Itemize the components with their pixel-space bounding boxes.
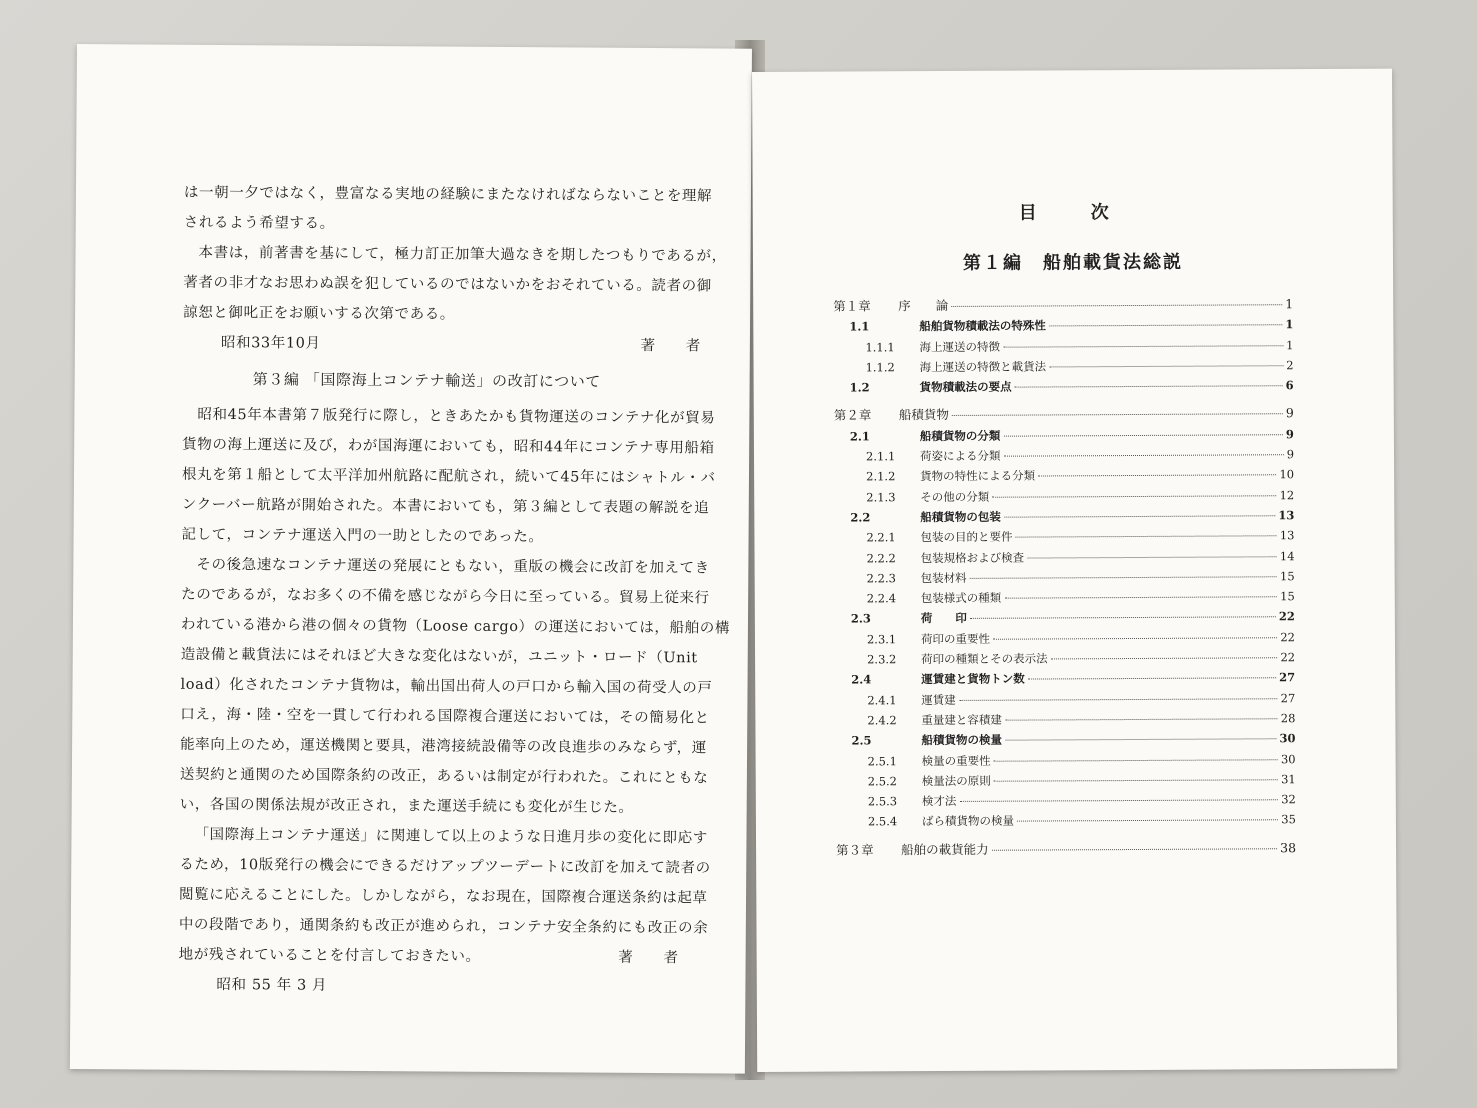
toc-leader bbox=[994, 759, 1278, 761]
toc-page: 15 bbox=[1279, 569, 1295, 584]
toc-entry bbox=[835, 566, 1295, 589]
toc-page: 30 bbox=[1279, 731, 1296, 746]
toc-title-text: 船積貨物 bbox=[898, 407, 949, 423]
text-line: 著者の非才なお思わぬ誤を犯しているのではないかをおそれている。読者の御 bbox=[183, 274, 712, 295]
text-line: われている港から港の個々の貨物（Loose cargo）の運送においては，船舶の構 bbox=[180, 616, 731, 637]
text-line: load）化されたコンテナ貨物は，輸出国出荷人の戸口から輸入国の荷受人の戸 bbox=[180, 676, 713, 697]
toc-number: 2.4.2 bbox=[867, 713, 897, 728]
toc-entry bbox=[835, 688, 1295, 711]
toc-number: 2.5.4 bbox=[867, 814, 898, 829]
toc-title-text: 貨物積載法の要点 bbox=[919, 379, 1012, 395]
toc-page: 1 bbox=[1286, 337, 1294, 352]
toc-leader bbox=[970, 617, 1276, 620]
toc-title-text: 海上運送の特徴 bbox=[919, 339, 1000, 354]
toc-entry bbox=[834, 546, 1294, 569]
toc-entry bbox=[834, 424, 1294, 447]
toc-entry bbox=[835, 607, 1295, 630]
toc-leader bbox=[1005, 718, 1278, 720]
toc-leader bbox=[959, 799, 1278, 802]
text-line: 送契約と通関のため国際条約の改正，あるいは制定が行われた。これにともな bbox=[179, 766, 709, 787]
toc-title-text: 包装様式の種類 bbox=[920, 590, 1002, 606]
text-line: 貨物の海上運送に及び，わが国海運においても，昭和44年にコンテナ専用船箱 bbox=[182, 436, 715, 457]
toc-title-text: 船舶の載貨能力 bbox=[901, 841, 989, 857]
revision-author: 著 者 bbox=[618, 949, 679, 967]
toc-title-text: 荷印の種類とその表示法 bbox=[921, 651, 1048, 667]
toc-entry bbox=[834, 525, 1294, 548]
text-line: 中の段階であり，通関条約も改正が進められ，コンテナ安全条約にも改正の余 bbox=[178, 916, 709, 937]
revision-date: 昭和 55 年 3 月 bbox=[216, 976, 328, 994]
toc-title-text: 海上運送の特徴と載貨法 bbox=[919, 359, 1047, 375]
text-line: 閲覧に応えることにした。しかしながら，なお現在，国際複合運送条約は起草 bbox=[179, 886, 708, 907]
toc-leader bbox=[1051, 657, 1278, 659]
toc-number: 2.5 bbox=[851, 733, 872, 748]
toc-leader bbox=[1017, 820, 1278, 822]
toc-number: 2.2.1 bbox=[866, 530, 896, 545]
toc-title-text: 検量法の原則 bbox=[921, 773, 991, 788]
text-line: 諒恕と御叱正をお願いする次第である。 bbox=[183, 304, 455, 323]
toc-entry bbox=[834, 404, 1294, 427]
toc-leader bbox=[1049, 325, 1282, 327]
toc-page: 1 bbox=[1285, 296, 1294, 312]
toc-leader bbox=[1027, 556, 1277, 558]
toc-number: 2.5.3 bbox=[867, 794, 898, 809]
preface-text bbox=[178, 178, 731, 1004]
toc-title-text: 検才法 bbox=[921, 794, 957, 809]
toc-entry bbox=[833, 294, 1293, 317]
toc-number: 2.3.2 bbox=[867, 652, 897, 667]
text-line: 根丸を第１船として太平洋加州航路に配航され，続いて45年にはシャトル・バ bbox=[181, 466, 716, 487]
toc-page: 14 bbox=[1279, 548, 1295, 563]
toc-page: 22 bbox=[1280, 650, 1296, 665]
text-line: 「国際海上コンテナ運送」に関連して以上のような日進月歩の変化に即応す bbox=[194, 826, 708, 847]
toc-number: 1.1 bbox=[849, 319, 870, 334]
toc-page: 10 bbox=[1279, 467, 1295, 482]
toc-number: 1.1.2 bbox=[865, 360, 895, 375]
toc-leader bbox=[1028, 678, 1276, 680]
toc-number: 2.1.2 bbox=[866, 469, 896, 484]
preface-date: 昭和33年10月 bbox=[220, 335, 321, 352]
toc-number: 1.2 bbox=[849, 380, 870, 395]
toc-page: 12 bbox=[1279, 487, 1295, 502]
toc-entry bbox=[835, 668, 1295, 691]
toc-title-text: 序 論 bbox=[898, 297, 949, 314]
toc-entry bbox=[836, 810, 1296, 833]
toc-title-text: 包装材料 bbox=[920, 570, 967, 585]
text-line: 昭和45年本書第７版発行に際し，ときあたかも貨物運送のコンテナ化が貿易 bbox=[197, 406, 716, 427]
text-line: たのであるが，なお多くの不備を感じながら今日に至っている。貿易上従来行 bbox=[181, 586, 710, 607]
toc-page: 30 bbox=[1280, 751, 1296, 766]
toc-title-text: その他の分類 bbox=[920, 489, 990, 504]
toc-entry bbox=[833, 335, 1293, 358]
toc-entry bbox=[835, 647, 1295, 670]
toc-leader bbox=[952, 414, 1283, 417]
toc-number: 第２章 bbox=[833, 407, 872, 424]
text-line: 記して，コンテナ運送入門の一助としたのであった。 bbox=[181, 526, 544, 546]
toc-title-text: 運賃建と貨物トン数 bbox=[921, 671, 1025, 687]
toc-title-text: 荷姿による分類 bbox=[919, 448, 1001, 464]
toc-number: 2.3.1 bbox=[866, 632, 897, 647]
toc-entry bbox=[834, 375, 1294, 398]
toc-leader bbox=[993, 637, 1277, 639]
toc-entry bbox=[835, 586, 1295, 609]
toc-entry bbox=[836, 769, 1296, 792]
text-line: 地が残されていることを付言しておきたい。 bbox=[178, 946, 481, 965]
toc-number: 2.2.4 bbox=[866, 591, 897, 606]
toc-title-text: 船積貨物の検量 bbox=[921, 732, 1003, 748]
toc-number: 2.1.1 bbox=[865, 449, 896, 464]
toc-title-text: 運賃建 bbox=[921, 692, 956, 707]
toc-leader bbox=[959, 698, 1278, 701]
toc-leader bbox=[1005, 738, 1276, 740]
text-line: 能率向上のため，運送機関と要具，港湾接続設備等の改良進歩のみならず，運 bbox=[180, 736, 707, 757]
text-line: い，各国の関係法規が改正され，また運送手続にも変化が生じた。 bbox=[179, 796, 634, 816]
toc-title-text: 貨物の特性による分類 bbox=[920, 468, 1036, 484]
text-line: その後急速なコンテナ運送の発展にともない，重版の機会に改訂を加えてき bbox=[196, 556, 710, 577]
toc-title-text: 船積貨物の包装 bbox=[920, 509, 1001, 525]
toc-title-text: ばら積貨物の検量 bbox=[921, 814, 1014, 829]
toc-page: 32 bbox=[1281, 792, 1296, 807]
toc-entry bbox=[836, 789, 1296, 812]
toc-entry bbox=[834, 444, 1294, 467]
toc-number: 2.1 bbox=[849, 429, 870, 444]
toc-page: 22 bbox=[1280, 629, 1296, 644]
part-title: 第１編 船舶載貨法総説 bbox=[962, 251, 1184, 274]
toc-leader bbox=[951, 304, 1282, 307]
text-line: 造設備と載貨法にはそれほど大きな変化はないが，ユニット・ロード（Unit bbox=[180, 646, 698, 667]
text-line: は一朝一夕ではなく，豊富なる実地の経験にまたなければならないことを理解 bbox=[183, 184, 713, 205]
toc-entry bbox=[836, 838, 1296, 861]
toc-entry bbox=[835, 627, 1295, 650]
toc-entry bbox=[834, 465, 1294, 488]
toc-number: 第１章 bbox=[833, 298, 871, 314]
toc-entry bbox=[834, 505, 1294, 528]
left-page bbox=[70, 44, 752, 1074]
toc-page: 9 bbox=[1286, 447, 1295, 462]
text-line: るため，10版発行の機会にできるだけアップツーデートに改訂を加えて読者の bbox=[179, 856, 711, 877]
toc-number: 2.1.3 bbox=[866, 489, 896, 505]
toc-title-text: 包装の目的と要件 bbox=[920, 529, 1013, 545]
toc-entry bbox=[833, 314, 1293, 337]
text-line: ンクーバー航路が開始された。本書においても，第３編として表題の解説を追 bbox=[181, 496, 710, 517]
toc-page: 27 bbox=[1280, 690, 1296, 705]
toc-title-text: 検量の重要性 bbox=[921, 753, 991, 768]
toc-leader bbox=[1049, 365, 1283, 367]
toc-title-text: 船積貨物の分類 bbox=[919, 428, 1001, 443]
toc-page: 13 bbox=[1279, 528, 1295, 543]
toc-leader bbox=[1004, 596, 1277, 598]
toc-leader bbox=[992, 848, 1278, 850]
toc-page: 9 bbox=[1285, 405, 1294, 421]
toc-page: 13 bbox=[1278, 508, 1295, 523]
toc-leader bbox=[1015, 385, 1283, 387]
toc-number: 2.5.1 bbox=[867, 753, 897, 768]
toc-page: 15 bbox=[1280, 589, 1295, 604]
toc-leader bbox=[994, 779, 1278, 781]
text-line: 本書は，前著書を基にして，極力訂正加筆大過なきを期したつもりであるが， bbox=[198, 244, 727, 265]
toc-page: 2 bbox=[1286, 358, 1294, 373]
signature-line bbox=[183, 328, 701, 362]
right-page bbox=[752, 69, 1397, 1072]
toc-entry bbox=[835, 728, 1295, 751]
toc-leader bbox=[1015, 536, 1276, 538]
toc-leader bbox=[1003, 345, 1283, 347]
toc-title-text: 包装規格および検査 bbox=[920, 550, 1025, 565]
toc-number: 2.2 bbox=[850, 510, 871, 525]
toc-page: 35 bbox=[1281, 812, 1296, 827]
toc-leader bbox=[1004, 454, 1284, 456]
toc-number: 2.2.3 bbox=[866, 571, 896, 586]
toc-number: 2.5.2 bbox=[867, 774, 898, 789]
toc-entry bbox=[834, 485, 1294, 508]
toc-title: 目 次 bbox=[1018, 202, 1127, 224]
toc-title-text: 船舶貨物積載法の特殊性 bbox=[919, 318, 1046, 334]
toc-page: 27 bbox=[1279, 670, 1296, 685]
toc-page: 22 bbox=[1278, 609, 1295, 624]
toc-leader bbox=[1004, 515, 1275, 517]
text-line: 口え，海・陸・空を一貫して行われる国際複合運送においては，その簡易化と bbox=[180, 706, 710, 727]
toc-number: 第３章 bbox=[836, 842, 874, 858]
toc-page: 31 bbox=[1281, 771, 1296, 787]
toc-page: 6 bbox=[1285, 378, 1294, 393]
toc-page: 9 bbox=[1285, 426, 1294, 441]
toc-number: 2.3 bbox=[850, 611, 871, 626]
signature-line bbox=[179, 940, 679, 973]
toc-leader bbox=[1003, 434, 1282, 436]
toc-number: 2.2.2 bbox=[866, 550, 896, 565]
toc-number: 1.1.1 bbox=[865, 339, 895, 355]
text-line: されるよう希望する。 bbox=[183, 214, 335, 232]
toc-leader bbox=[970, 576, 1277, 579]
toc-title-text: 重量建と容積建 bbox=[921, 712, 1002, 728]
toc-leader bbox=[992, 495, 1276, 497]
toc-title-text: 荷印の重要性 bbox=[920, 631, 991, 646]
toc-page: 1 bbox=[1285, 317, 1294, 332]
section-heading: 第３編 「国際海上コンテナ輸送」の改訂について bbox=[252, 370, 601, 391]
toc-leader bbox=[1038, 475, 1276, 477]
toc-page: 38 bbox=[1280, 839, 1297, 855]
toc-title-text: 荷 印 bbox=[920, 611, 967, 626]
toc-entry bbox=[835, 708, 1295, 731]
toc-page: 28 bbox=[1280, 711, 1296, 726]
toc-entry bbox=[833, 355, 1293, 378]
table-of-contents bbox=[833, 286, 1296, 860]
toc-number: 2.4 bbox=[851, 672, 872, 687]
preface-author: 著 者 bbox=[640, 337, 701, 355]
toc-number: 2.4.1 bbox=[867, 692, 897, 708]
toc-entry bbox=[836, 749, 1296, 772]
